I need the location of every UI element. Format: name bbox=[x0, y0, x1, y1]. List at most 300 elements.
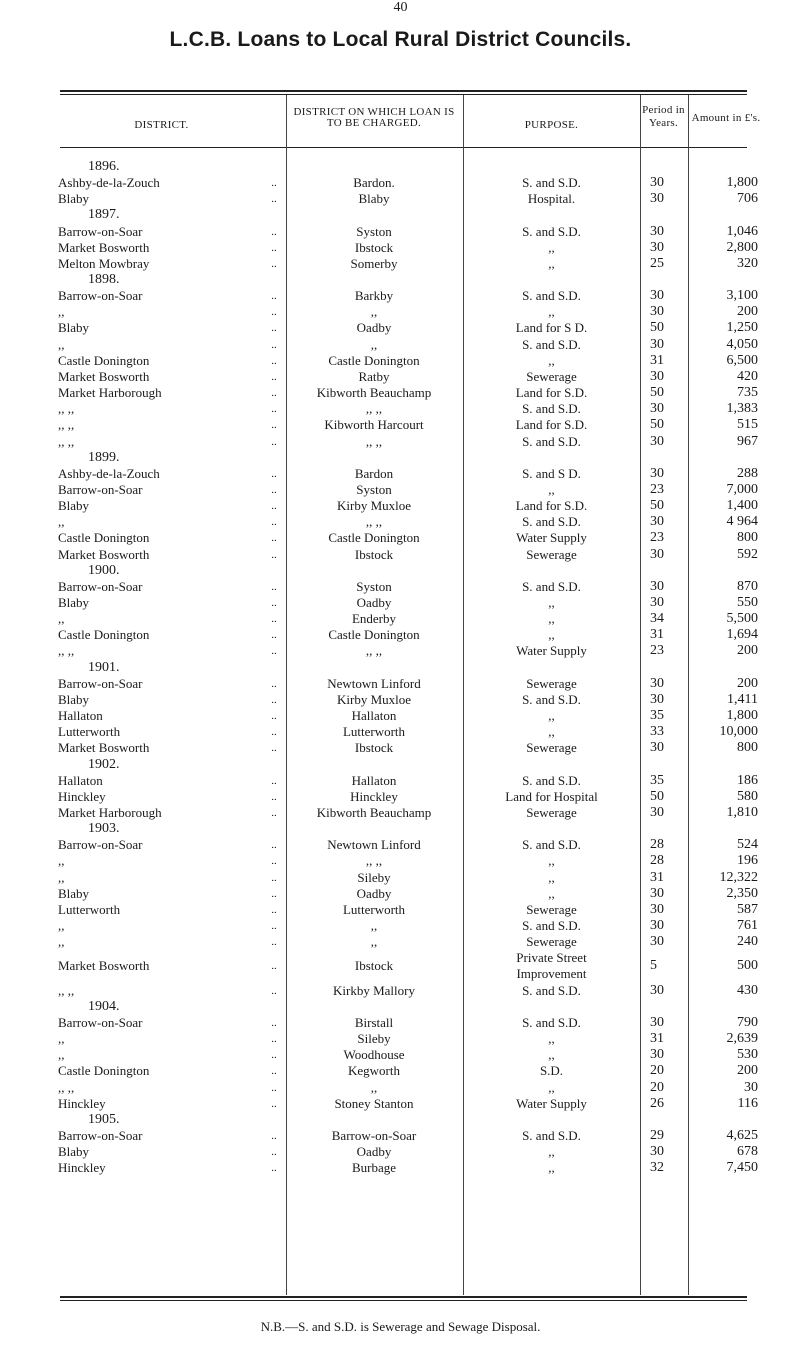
purpose-cell: S. and S.D. bbox=[522, 692, 581, 707]
loan-district-cell: Oadby bbox=[356, 320, 392, 335]
leader-dots: .. bbox=[271, 694, 277, 706]
amount-cell: 200 bbox=[737, 304, 758, 319]
purpose-cell: Sewerage bbox=[526, 805, 577, 820]
purpose-cell: S. and S.D. bbox=[522, 288, 581, 303]
loan-district-cell: Burbage bbox=[351, 1160, 397, 1175]
table-row bbox=[0, 789, 801, 805]
year-label: 1901. bbox=[88, 660, 120, 675]
leader-dots: .. bbox=[271, 1082, 277, 1094]
period-cell: 35 bbox=[650, 708, 664, 723]
loan-district-cell: Birstall bbox=[354, 1015, 394, 1030]
amount-cell: 7,000 bbox=[726, 482, 758, 497]
table-row bbox=[0, 530, 801, 546]
loan-district-cell: Barrow-on-Soar bbox=[331, 1128, 417, 1143]
amount-cell: 678 bbox=[737, 1144, 758, 1159]
district-cell: Market Bosworth bbox=[58, 369, 150, 384]
purpose-cell: ,, bbox=[548, 482, 555, 497]
period-cell: 23 bbox=[650, 482, 664, 497]
period-cell: 25 bbox=[650, 256, 664, 271]
page-number: 40 bbox=[393, 0, 408, 15]
period-cell: 30 bbox=[650, 595, 664, 610]
amount-cell: 550 bbox=[737, 595, 758, 610]
table-row bbox=[0, 466, 801, 482]
table-row bbox=[0, 837, 801, 853]
loan-district-cell: Stoney Stanton bbox=[334, 1096, 414, 1111]
district-cell: ,, bbox=[58, 870, 65, 885]
period-cell: 31 bbox=[650, 353, 664, 368]
district-cell: Blaby bbox=[58, 498, 90, 513]
amount-cell: 5,500 bbox=[726, 611, 758, 626]
period-cell: 32 bbox=[650, 1160, 664, 1175]
table-row bbox=[0, 579, 801, 595]
loan-district-cell: ,, bbox=[370, 918, 378, 933]
district-cell: Blaby bbox=[58, 191, 90, 206]
district-cell: Barrow-on-Soar bbox=[58, 224, 143, 239]
page-title: L.C.B. Loans to Local Rural District Councils. bbox=[169, 28, 632, 51]
leader-dots: .. bbox=[271, 1065, 277, 1077]
period-cell: 26 bbox=[650, 1096, 664, 1111]
leader-dots: .. bbox=[271, 387, 277, 399]
purpose-cell: Water Supply bbox=[516, 1096, 587, 1111]
leader-dots: .. bbox=[271, 193, 277, 205]
amount-cell: 761 bbox=[737, 918, 758, 933]
purpose-cell: Sewerage bbox=[526, 740, 577, 755]
purpose-cell: ,, bbox=[548, 1080, 555, 1095]
table-row bbox=[0, 724, 801, 740]
leader-dots: .. bbox=[271, 322, 277, 334]
table-row bbox=[0, 1160, 801, 1176]
leader-dots: .. bbox=[271, 710, 277, 722]
leader-dots: .. bbox=[271, 807, 277, 819]
district-cell: Barrow-on-Soar bbox=[58, 1128, 143, 1143]
district-cell: Barrow-on-Soar bbox=[58, 482, 143, 497]
amount-cell: 967 bbox=[737, 434, 758, 449]
loan-district-cell: Syston bbox=[356, 482, 392, 497]
district-cell: Blaby bbox=[58, 320, 90, 335]
header-period: Period in Years. bbox=[642, 104, 685, 129]
period-cell: 30 bbox=[650, 547, 664, 562]
amount-cell: 706 bbox=[737, 191, 758, 206]
amount-cell: 196 bbox=[737, 853, 758, 868]
district-cell: Market Bosworth bbox=[58, 958, 150, 973]
district-cell: ,, ,, bbox=[58, 643, 75, 658]
loan-district-cell: Ratby bbox=[358, 369, 390, 384]
purpose-cell: ,, bbox=[548, 708, 555, 723]
purpose-cell: S. and S.D. bbox=[522, 773, 581, 788]
table-row bbox=[0, 514, 801, 530]
loan-district-cell: ,, ,, bbox=[365, 853, 383, 868]
loan-district-cell: Oadby bbox=[356, 886, 392, 901]
amount-cell: 186 bbox=[737, 773, 758, 788]
leader-dots: .. bbox=[271, 500, 277, 512]
loan-district-cell: Newtown Linford bbox=[327, 837, 421, 852]
period-cell: 30 bbox=[650, 692, 664, 707]
year-label: 1905. bbox=[88, 1112, 120, 1127]
table-row bbox=[0, 337, 801, 353]
leader-dots: .. bbox=[271, 1130, 277, 1142]
loan-district-cell: ,, bbox=[370, 337, 378, 352]
table-row bbox=[0, 191, 801, 207]
district-cell: ,, ,, bbox=[58, 401, 75, 416]
period-cell: 28 bbox=[650, 837, 664, 852]
district-cell: ,, bbox=[58, 934, 65, 949]
district-cell: ,, ,, bbox=[58, 983, 75, 998]
table-row bbox=[0, 369, 801, 385]
period-cell: 29 bbox=[650, 1128, 664, 1143]
district-cell: Blaby bbox=[58, 595, 90, 610]
loan-district-cell: ,, ,, bbox=[365, 643, 383, 658]
leader-dots: .. bbox=[271, 742, 277, 754]
purpose-cell: S. and S D. bbox=[522, 466, 581, 481]
district-cell: ,, ,, bbox=[58, 434, 75, 449]
leader-dots: .. bbox=[271, 678, 277, 690]
table-row bbox=[0, 870, 801, 886]
year-label: 1896. bbox=[88, 159, 120, 174]
period-cell: 30 bbox=[650, 902, 664, 917]
loan-district-cell: ,, bbox=[370, 304, 378, 319]
district-cell: Ashby-de-la-Zouch bbox=[58, 466, 160, 481]
loan-district-cell: Kibworth Harcourt bbox=[324, 417, 424, 432]
purpose-cell: Private Street bbox=[516, 950, 587, 965]
header-district: DISTRICT. bbox=[134, 119, 189, 131]
table-row bbox=[0, 1015, 801, 1031]
period-cell: 31 bbox=[650, 1031, 664, 1046]
period-cell: 30 bbox=[650, 886, 664, 901]
loan-district-cell: Hallaton bbox=[351, 773, 397, 788]
leader-dots: .. bbox=[271, 791, 277, 803]
leader-dots: .. bbox=[271, 581, 277, 593]
amount-cell: 200 bbox=[737, 1063, 758, 1078]
loan-district-cell: ,, bbox=[370, 1080, 378, 1095]
table-row bbox=[0, 353, 801, 369]
table-row bbox=[0, 401, 801, 417]
district-cell: Market Bosworth bbox=[58, 240, 150, 255]
period-cell: 30 bbox=[650, 805, 664, 820]
loan-district-cell: Newtown Linford bbox=[327, 676, 421, 691]
district-cell: Hinckley bbox=[58, 1096, 106, 1111]
period-cell: 30 bbox=[650, 1047, 664, 1062]
period-cell: 20 bbox=[650, 1080, 664, 1095]
leader-dots: .. bbox=[271, 1098, 277, 1110]
loan-district-cell: Syston bbox=[356, 579, 392, 594]
amount-cell: 10,000 bbox=[719, 724, 758, 739]
table-row bbox=[0, 1144, 801, 1160]
period-cell: 50 bbox=[650, 417, 664, 432]
loan-district-cell: Oadby bbox=[356, 1144, 392, 1159]
year-label: 1899. bbox=[88, 450, 120, 465]
amount-cell: 1,694 bbox=[726, 627, 758, 642]
amount-cell: 1,411 bbox=[727, 692, 758, 707]
amount-cell: 500 bbox=[737, 958, 758, 973]
purpose-cell: Sewerage bbox=[526, 676, 577, 691]
amount-cell: 2,350 bbox=[726, 886, 758, 901]
purpose-cell: ,, bbox=[548, 611, 555, 626]
period-cell: 30 bbox=[650, 1144, 664, 1159]
amount-cell: 12,322 bbox=[719, 870, 758, 885]
period-cell: 20 bbox=[650, 1063, 664, 1078]
year-heading bbox=[0, 450, 801, 466]
amount-cell: 4 964 bbox=[726, 514, 758, 529]
amount-cell: 587 bbox=[737, 902, 758, 917]
loan-district-cell: Blaby bbox=[358, 191, 390, 206]
table-row bbox=[0, 547, 801, 563]
loan-district-cell: Kibworth Beauchamp bbox=[316, 805, 432, 820]
amount-cell: 800 bbox=[737, 530, 758, 545]
purpose-cell: ,, bbox=[548, 870, 555, 885]
purpose-cell: S. and S.D. bbox=[522, 175, 581, 190]
table-row bbox=[0, 256, 801, 272]
loan-district-cell: Ibstock bbox=[354, 240, 394, 255]
purpose-cell: Hospital. bbox=[527, 191, 576, 206]
amount-cell: 1,800 bbox=[726, 175, 758, 190]
district-cell: ,, bbox=[58, 337, 65, 352]
period-cell: 31 bbox=[650, 627, 664, 642]
leader-dots: .. bbox=[271, 290, 277, 302]
year-heading bbox=[0, 821, 801, 837]
amount-cell: 240 bbox=[737, 934, 758, 949]
table-row bbox=[0, 240, 801, 256]
district-cell: ,, bbox=[58, 514, 65, 529]
loan-district-cell: Barkby bbox=[354, 288, 394, 303]
district-cell: ,, bbox=[58, 1047, 65, 1062]
amount-cell: 515 bbox=[737, 417, 758, 432]
leader-dots: .. bbox=[271, 1017, 277, 1029]
table-row bbox=[0, 934, 801, 950]
leader-dots: .. bbox=[271, 484, 277, 496]
period-cell: 23 bbox=[650, 530, 664, 545]
period-cell: 35 bbox=[650, 773, 664, 788]
table-top-rule-inner bbox=[60, 94, 747, 95]
district-cell: Ashby-de-la-Zouch bbox=[58, 175, 160, 190]
leader-dots: .. bbox=[271, 355, 277, 367]
leader-dots: .. bbox=[271, 839, 277, 851]
period-cell: 30 bbox=[650, 983, 664, 998]
district-cell: Hinckley bbox=[58, 789, 106, 804]
table-row bbox=[0, 417, 801, 433]
purpose-cell: S. and S.D. bbox=[522, 837, 581, 852]
leader-dots: .. bbox=[271, 549, 277, 561]
year-label: 1898. bbox=[88, 272, 120, 287]
table-row bbox=[0, 740, 801, 756]
loan-district-cell: Kirby Muxloe bbox=[336, 498, 412, 513]
purpose-cell: S. and S.D. bbox=[522, 1128, 581, 1143]
purpose-cell: Land for S.D. bbox=[515, 385, 588, 400]
leader-dots: .. bbox=[271, 177, 277, 189]
purpose-cell: S. and S.D. bbox=[522, 918, 581, 933]
header-purpose: PURPOSE. bbox=[524, 119, 579, 131]
loan-district-cell: ,, ,, bbox=[365, 401, 383, 416]
loan-district-cell: ,, ,, bbox=[365, 514, 383, 529]
table-row bbox=[0, 304, 801, 320]
district-cell: Castle Donington bbox=[58, 530, 150, 545]
period-cell: 30 bbox=[650, 934, 664, 949]
amount-cell: 1,810 bbox=[726, 805, 758, 820]
amount-cell: 6,500 bbox=[726, 353, 758, 368]
amount-cell: 2,800 bbox=[726, 240, 758, 255]
purpose-cell: Land for S D. bbox=[515, 320, 588, 335]
purpose-cell: ,, bbox=[548, 1144, 555, 1159]
loan-district-cell: Castle Donington bbox=[328, 627, 420, 642]
district-cell: ,, bbox=[58, 304, 65, 319]
table-row bbox=[0, 482, 801, 498]
loan-district-cell: Kegworth bbox=[348, 1063, 400, 1078]
footnote: N.B.—S. and S.D. is Sewerage and Sewage Disposal. bbox=[260, 1319, 541, 1334]
year-heading bbox=[0, 207, 801, 223]
purpose-cell: ,, bbox=[548, 1047, 555, 1062]
purpose-cell: S.D. bbox=[539, 1063, 564, 1078]
district-cell: Market Harborough bbox=[58, 385, 162, 400]
year-heading bbox=[0, 660, 801, 676]
loan-district-cell: Kirkby Mallory bbox=[333, 983, 415, 998]
leader-dots: .. bbox=[271, 960, 277, 972]
amount-cell: 1,383 bbox=[726, 401, 758, 416]
purpose-cell: Land for S.D. bbox=[515, 498, 588, 513]
loan-district-cell: ,, bbox=[370, 934, 378, 949]
period-cell: 30 bbox=[650, 514, 664, 529]
table-row bbox=[0, 1063, 801, 1079]
year-heading bbox=[0, 1112, 801, 1128]
leader-dots: .. bbox=[271, 226, 277, 238]
year-heading bbox=[0, 272, 801, 288]
leader-dots: .. bbox=[271, 888, 277, 900]
loan-district-cell: Sileby bbox=[357, 870, 391, 885]
period-cell: 30 bbox=[650, 304, 664, 319]
period-cell: 30 bbox=[650, 579, 664, 594]
header-bottom-rule bbox=[60, 147, 747, 148]
table-bottom-rule bbox=[60, 1296, 747, 1298]
leader-dots: .. bbox=[271, 242, 277, 254]
amount-cell: 735 bbox=[737, 385, 758, 400]
purpose-cell: S. and S.D. bbox=[522, 401, 581, 416]
period-cell: 30 bbox=[650, 191, 664, 206]
leader-dots: .. bbox=[271, 1033, 277, 1045]
leader-dots: .. bbox=[271, 726, 277, 738]
purpose-cell-line2: Improvement bbox=[516, 966, 587, 981]
leader-dots: .. bbox=[271, 855, 277, 867]
district-cell: Melton Mowbray bbox=[58, 256, 150, 271]
amount-cell: 4,625 bbox=[726, 1128, 758, 1143]
leader-dots: .. bbox=[271, 936, 277, 948]
district-cell: ,, bbox=[58, 1031, 65, 1046]
table-row bbox=[0, 918, 801, 934]
period-cell: 50 bbox=[650, 789, 664, 804]
loan-district-cell: Ibstock bbox=[354, 547, 394, 562]
loan-district-cell: Syston bbox=[356, 224, 392, 239]
table-row bbox=[0, 886, 801, 902]
district-cell: Blaby bbox=[58, 1144, 90, 1159]
district-cell: Castle Donington bbox=[58, 1063, 150, 1078]
leader-dots: .. bbox=[271, 645, 277, 657]
leader-dots: .. bbox=[271, 597, 277, 609]
header-loan-district: DISTRICT ON WHICH LOAN IS TO BE CHARGED. bbox=[293, 106, 455, 129]
amount-cell: 116 bbox=[737, 1096, 758, 1111]
amount-cell: 7,450 bbox=[726, 1160, 758, 1175]
table-top-rule bbox=[60, 90, 747, 92]
leader-dots: .. bbox=[271, 629, 277, 641]
amount-cell: 1,046 bbox=[726, 224, 758, 239]
loan-district-cell: Hallaton bbox=[351, 708, 397, 723]
purpose-cell: S. and S.D. bbox=[522, 1015, 581, 1030]
table-row bbox=[0, 1031, 801, 1047]
period-cell: 30 bbox=[650, 466, 664, 481]
table-row bbox=[0, 595, 801, 611]
table-row bbox=[0, 708, 801, 724]
table-row bbox=[0, 320, 801, 336]
purpose-cell: Water Supply bbox=[516, 643, 587, 658]
amount-cell: 1,400 bbox=[726, 498, 758, 513]
leader-dots: .. bbox=[271, 532, 277, 544]
amount-cell: 1,250 bbox=[726, 320, 758, 335]
purpose-cell: Land for Hospital bbox=[505, 789, 598, 804]
period-cell: 30 bbox=[650, 175, 664, 190]
amount-cell: 420 bbox=[737, 369, 758, 384]
district-cell: Barrow-on-Soar bbox=[58, 288, 143, 303]
table-row bbox=[0, 385, 801, 401]
period-cell: 30 bbox=[650, 434, 664, 449]
district-cell: Castle Donington bbox=[58, 627, 150, 642]
district-cell: Market Bosworth bbox=[58, 547, 150, 562]
leader-dots: .. bbox=[271, 403, 277, 415]
leader-dots: .. bbox=[271, 339, 277, 351]
table-row bbox=[0, 773, 801, 789]
purpose-cell: ,, bbox=[548, 353, 555, 368]
purpose-cell: ,, bbox=[548, 240, 555, 255]
table-row bbox=[0, 175, 801, 191]
district-cell: ,, ,, bbox=[58, 1080, 75, 1095]
purpose-cell: Land for S.D. bbox=[515, 417, 588, 432]
leader-dots: .. bbox=[271, 468, 277, 480]
table-row bbox=[0, 1128, 801, 1144]
purpose-cell: ,, bbox=[548, 627, 555, 642]
amount-cell: 430 bbox=[737, 983, 758, 998]
purpose-cell: S. and S.D. bbox=[522, 983, 581, 998]
loan-district-cell: Oadby bbox=[356, 595, 392, 610]
amount-cell: 870 bbox=[737, 579, 758, 594]
district-cell: Barrow-on-Soar bbox=[58, 676, 143, 691]
period-cell: 30 bbox=[650, 288, 664, 303]
leader-dots: .. bbox=[271, 904, 277, 916]
table-row bbox=[0, 643, 801, 659]
leader-dots: .. bbox=[271, 516, 277, 528]
district-cell: Barrow-on-Soar bbox=[58, 579, 143, 594]
purpose-cell: ,, bbox=[548, 595, 555, 610]
leader-dots: .. bbox=[271, 258, 277, 270]
year-label: 1904. bbox=[88, 999, 120, 1014]
purpose-cell: ,, bbox=[548, 853, 555, 868]
district-cell: Lutterworth bbox=[58, 724, 121, 739]
table-row bbox=[0, 805, 801, 821]
period-cell: 23 bbox=[650, 643, 664, 658]
leader-dots: .. bbox=[271, 985, 277, 997]
purpose-cell: Sewerage bbox=[526, 934, 577, 949]
loan-district-cell: Ibstock bbox=[354, 740, 394, 755]
amount-cell: 200 bbox=[737, 676, 758, 691]
leader-dots: .. bbox=[271, 775, 277, 787]
table-row bbox=[0, 692, 801, 708]
leader-dots: .. bbox=[271, 436, 277, 448]
loan-district-cell: Lutterworth bbox=[342, 724, 406, 739]
purpose-cell: ,, bbox=[548, 886, 555, 901]
district-cell: Hinckley bbox=[58, 1160, 106, 1175]
district-cell: ,, ,, bbox=[58, 417, 75, 432]
purpose-cell: S. and S.D. bbox=[522, 434, 581, 449]
purpose-cell: S. and S.D. bbox=[522, 579, 581, 594]
amount-cell: 524 bbox=[737, 837, 758, 852]
purpose-cell: Sewerage bbox=[526, 547, 577, 562]
year-label: 1903. bbox=[88, 821, 120, 836]
district-cell: Barrow-on-Soar bbox=[58, 837, 143, 852]
leader-dots: .. bbox=[271, 306, 277, 318]
